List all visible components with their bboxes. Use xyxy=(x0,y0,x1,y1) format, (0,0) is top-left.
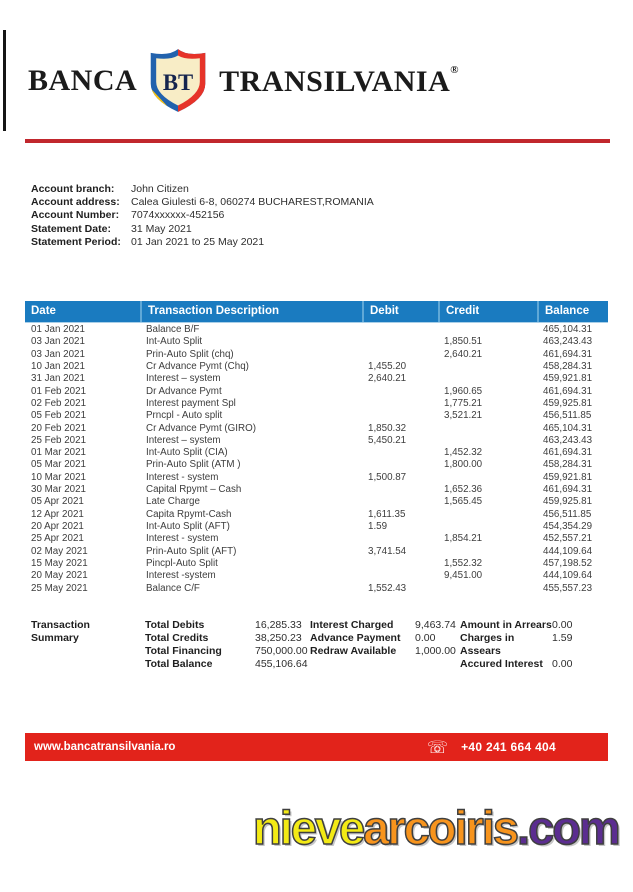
table-cell: 25 May 2021 xyxy=(31,582,88,594)
table-cell: 3,521.21 xyxy=(444,410,483,422)
table-row xyxy=(25,336,608,348)
table-cell: Interest - system xyxy=(146,533,219,545)
footer-phone-group xyxy=(427,739,556,756)
table-cell: 463,243.43 xyxy=(543,336,593,348)
table-cell: 457,198.52 xyxy=(543,557,593,569)
watermark-part2: arcoiris xyxy=(363,801,518,854)
table-cell: 05 Apr 2021 xyxy=(31,496,84,508)
table-row xyxy=(25,398,608,410)
table-cell xyxy=(438,521,537,533)
table-cell: 20 Feb 2021 xyxy=(31,422,87,434)
summary-totals-column xyxy=(145,619,308,671)
column-header: Debit xyxy=(362,301,438,322)
table-cell: Int-Auto Split (AFT) xyxy=(146,521,230,532)
table-cell: 1,775.21 xyxy=(444,397,483,409)
table-cell xyxy=(362,336,438,348)
table-cell: 458,284.31 xyxy=(543,459,593,471)
table-cell xyxy=(438,324,537,336)
table-cell: 03 Jan 2021 xyxy=(31,336,85,348)
summary-label: Total Debits xyxy=(145,619,205,631)
registered-mark: ® xyxy=(450,63,459,76)
table-row xyxy=(25,349,608,361)
table-cell: 444,109.64 xyxy=(543,570,593,582)
table-cell: Prin-Auto Split (chq) xyxy=(146,348,234,360)
column-header: Date xyxy=(31,305,56,317)
summary-row xyxy=(145,632,308,645)
table-cell: 30 Mar 2021 xyxy=(31,484,87,496)
telephone-icon: ☏ xyxy=(426,737,449,757)
table-cell: 1.59 xyxy=(368,521,388,532)
summary-label: Amount in Arrears xyxy=(460,619,552,631)
table-cell: 5,450.21 xyxy=(368,434,407,446)
table-cell: Late Charge xyxy=(146,496,200,508)
footer-phone-number: +40 241 664 404 xyxy=(461,740,556,754)
summary-label: Accured Interest xyxy=(460,657,543,670)
account-row xyxy=(31,196,374,209)
table-cell: Pincpl-Auto Split xyxy=(146,557,218,569)
table-cell: 455,557.23 xyxy=(543,582,593,594)
table-cell xyxy=(362,570,438,582)
account-field-label: Account branch: xyxy=(31,183,115,195)
table-cell xyxy=(438,361,537,373)
table-cell: Balance C/F xyxy=(146,582,200,594)
table-cell: 1,854.21 xyxy=(444,533,483,545)
summary-row xyxy=(145,645,308,658)
summary-label: Total Financing xyxy=(145,644,222,657)
table-cell xyxy=(362,410,438,422)
header-divider-line xyxy=(25,139,610,143)
account-row xyxy=(31,236,374,249)
table-cell: 1,800.00 xyxy=(444,459,483,471)
table-cell: 1,960.65 xyxy=(444,385,483,397)
table-cell: 454,354.29 xyxy=(543,521,593,532)
table-row xyxy=(25,423,608,435)
summary-row xyxy=(310,632,456,645)
table-row xyxy=(25,583,608,595)
table-cell: 10 Mar 2021 xyxy=(31,471,87,483)
table-cell: Interest payment Spl xyxy=(146,397,236,409)
summary-value: 0.00 xyxy=(552,657,573,670)
table-cell: 452,557.21 xyxy=(543,533,593,545)
summary-label: Advance Payment xyxy=(310,631,401,644)
table-cell: 459,925.81 xyxy=(543,397,593,409)
table-row xyxy=(25,472,608,484)
table-cell xyxy=(438,423,537,435)
table-cell: Capital Rpymt – Cash xyxy=(146,484,242,496)
account-details xyxy=(31,183,374,249)
table-cell: 461,694.31 xyxy=(543,447,593,459)
table-row xyxy=(25,386,608,398)
table-cell: 15 May 2021 xyxy=(31,557,88,569)
account-field-value: 7074xxxxxx-452156 xyxy=(131,209,225,222)
table-cell: 2,640.21 xyxy=(368,373,407,385)
table-cell: 458,284.31 xyxy=(543,360,593,372)
table-row xyxy=(25,435,608,447)
table-cell: 10 Jan 2021 xyxy=(31,360,85,372)
summary-label: Total Balance xyxy=(145,657,213,670)
table-cell xyxy=(362,324,438,336)
table-cell xyxy=(438,509,537,521)
table-cell: Interest -system xyxy=(146,570,216,582)
table-cell xyxy=(438,546,537,558)
table-row xyxy=(25,447,608,459)
table-cell xyxy=(438,472,537,484)
logo-text-banca: BANCA xyxy=(28,64,138,97)
logo-text-transilvania: TRANSILVANIA® xyxy=(219,63,459,98)
table-row xyxy=(25,546,608,558)
table-row xyxy=(25,558,608,570)
table-cell: 461,694.31 xyxy=(543,385,593,397)
footer-website: www.bancatransilvania.ro xyxy=(34,741,176,753)
table-cell: 459,925.81 xyxy=(543,496,593,508)
table-row xyxy=(25,484,608,496)
table-cell: 3,741.54 xyxy=(368,545,407,557)
table-cell: 465,104.31 xyxy=(543,422,593,434)
table-row xyxy=(25,324,608,336)
summary-row xyxy=(460,619,572,632)
table-body xyxy=(25,324,608,595)
bank-logo xyxy=(28,44,459,118)
summary-value: 455,106.64 xyxy=(255,657,308,670)
table-row xyxy=(25,533,608,545)
table-cell: 444,109.64 xyxy=(543,545,593,557)
account-field-value: 31 May 2021 xyxy=(131,222,192,235)
summary-value: 1,000.00 xyxy=(415,644,456,657)
table-row xyxy=(25,521,608,533)
table-row xyxy=(25,373,608,385)
summary-label: Interest Charged xyxy=(310,619,394,631)
table-row xyxy=(25,509,608,521)
table-cell: 2,640.21 xyxy=(444,348,483,360)
summary-value: 38,250.23 xyxy=(255,631,302,644)
summary-row xyxy=(460,658,572,671)
summary-title-line2: Summary xyxy=(31,631,79,644)
account-row xyxy=(31,223,374,236)
summary-label: Charges in Assears xyxy=(460,631,515,657)
table-cell: Int-Auto Split xyxy=(146,336,203,348)
table-cell xyxy=(438,583,537,595)
table-cell: Prin-Auto Split (AFT) xyxy=(146,545,237,557)
account-field-value: Calea Giulesti 6-8, 060274 BUCHAREST,ROMANIA xyxy=(131,196,374,209)
column-header: Credit xyxy=(438,301,537,322)
table-cell: 1,850.51 xyxy=(444,336,483,348)
summary-label: Total Credits xyxy=(145,631,209,644)
table-row xyxy=(25,410,608,422)
summary-value: 750,000.00 xyxy=(255,644,308,657)
summary-row xyxy=(460,632,572,658)
account-field-value: 01 Jan 2021 to 25 May 2021 xyxy=(131,235,265,248)
table-cell xyxy=(362,386,438,398)
account-field-label: Account Number: xyxy=(31,209,120,222)
table-cell: 1,611.35 xyxy=(368,508,406,520)
table-row xyxy=(25,361,608,373)
table-cell: 456,511.85 xyxy=(543,508,592,520)
table-cell: 03 Jan 2021 xyxy=(31,348,85,360)
table-cell: 31 Jan 2021 xyxy=(31,373,85,385)
logo-text-bt: BT xyxy=(163,70,194,96)
table-row xyxy=(25,570,608,582)
account-field-label: Statement Period: xyxy=(31,235,121,248)
table-cell: 465,104.31 xyxy=(543,324,593,335)
table-cell: Capita Rpymt-Cash xyxy=(146,508,232,520)
column-header: Transaction Description xyxy=(140,301,362,322)
table-cell: Interest - system xyxy=(146,471,219,483)
table-cell: 02 Feb 2021 xyxy=(31,397,87,409)
table-cell: 1,452.32 xyxy=(444,447,483,459)
column-header: Balance xyxy=(537,301,608,322)
table-cell: 1,552.32 xyxy=(444,557,483,569)
summary-value: 9,463.74 xyxy=(415,619,456,631)
table-cell: 461,694.31 xyxy=(543,484,593,496)
table-cell: 12 Apr 2021 xyxy=(31,508,84,520)
table-cell: Cr Advance Pymt (GIRO) xyxy=(146,422,256,434)
table-cell xyxy=(362,533,438,545)
table-row xyxy=(25,459,608,471)
table-cell: Prncpl - Auto split xyxy=(146,410,223,422)
table-cell: 20 May 2021 xyxy=(31,570,88,582)
watermark xyxy=(253,800,619,855)
table-cell: 05 Feb 2021 xyxy=(31,410,87,422)
table-cell xyxy=(438,373,537,385)
table-cell: 9,451.00 xyxy=(444,570,483,582)
account-field-value: John Citizen xyxy=(131,183,189,195)
table-cell xyxy=(362,558,438,570)
table-cell: 01 Mar 2021 xyxy=(31,447,87,459)
table-cell: Cr Advance Pymt (Chq) xyxy=(146,360,249,372)
summary-value: 0.00 xyxy=(415,631,436,644)
summary-interest-column xyxy=(310,619,456,658)
summary-row xyxy=(310,619,456,632)
table-cell: Interest – system xyxy=(146,373,221,385)
table-cell: Prin-Auto Split (ATM ) xyxy=(146,459,241,471)
summary-title-line1: Transaction xyxy=(31,619,90,631)
summary-row xyxy=(310,645,456,658)
table-cell: 1,500.87 xyxy=(368,471,407,483)
table-cell xyxy=(362,496,438,508)
table-cell xyxy=(438,435,537,447)
transaction-table xyxy=(25,301,608,595)
table-cell: 01 Feb 2021 xyxy=(31,385,87,397)
table-cell xyxy=(362,459,438,471)
summary-row xyxy=(145,658,308,671)
summary-row xyxy=(145,619,308,632)
table-cell: Interest – system xyxy=(146,434,221,446)
summary-label: Redraw Available xyxy=(310,644,397,657)
table-cell: 1,552.43 xyxy=(368,582,407,594)
summary-value: 16,285.33 xyxy=(255,619,302,631)
summary-title xyxy=(31,619,90,645)
table-cell xyxy=(362,484,438,496)
table-row xyxy=(25,496,608,508)
table-cell: 25 Feb 2021 xyxy=(31,434,87,446)
table-cell: 1,455.20 xyxy=(368,360,407,372)
summary-arrears-column xyxy=(460,619,572,671)
account-row xyxy=(31,209,374,222)
table-cell xyxy=(362,398,438,410)
table-cell: 05 Mar 2021 xyxy=(31,459,87,471)
table-cell: 20 Apr 2021 xyxy=(31,521,84,532)
account-field-label: Account address: xyxy=(31,196,120,209)
table-cell: 463,243.43 xyxy=(543,434,593,446)
footer-bar xyxy=(25,733,608,761)
account-row xyxy=(31,183,374,196)
table-cell: 456,511.85 xyxy=(543,410,592,422)
watermark-part3: .com xyxy=(517,801,619,854)
table-cell xyxy=(362,447,438,459)
table-cell: Dr Advance Pymt xyxy=(146,385,222,397)
table-cell: 25 Apr 2021 xyxy=(31,533,84,545)
table-cell: Balance B/F xyxy=(146,324,200,335)
table-cell: Int-Auto Split (CIA) xyxy=(146,447,228,459)
scan-artifact-line xyxy=(3,30,6,131)
summary-value: 0.00 xyxy=(552,619,573,631)
summary-value: 1.59 xyxy=(552,631,573,644)
table-cell xyxy=(362,349,438,361)
table-header-row xyxy=(25,301,608,323)
account-field-label: Statement Date: xyxy=(31,222,111,235)
bt-shield-icon xyxy=(148,46,208,116)
table-cell: 459,921.81 xyxy=(543,471,593,483)
table-cell: 459,921.81 xyxy=(543,373,593,385)
table-cell: 1,565.45 xyxy=(444,496,483,508)
table-cell: 1,652.36 xyxy=(444,484,483,496)
watermark-part1: nieve xyxy=(253,801,364,854)
table-cell: 1,850.32 xyxy=(368,422,407,434)
table-cell: 02 May 2021 xyxy=(31,545,88,557)
table-cell: 01 Jan 2021 xyxy=(31,324,85,335)
table-cell: 461,694.31 xyxy=(543,348,593,360)
